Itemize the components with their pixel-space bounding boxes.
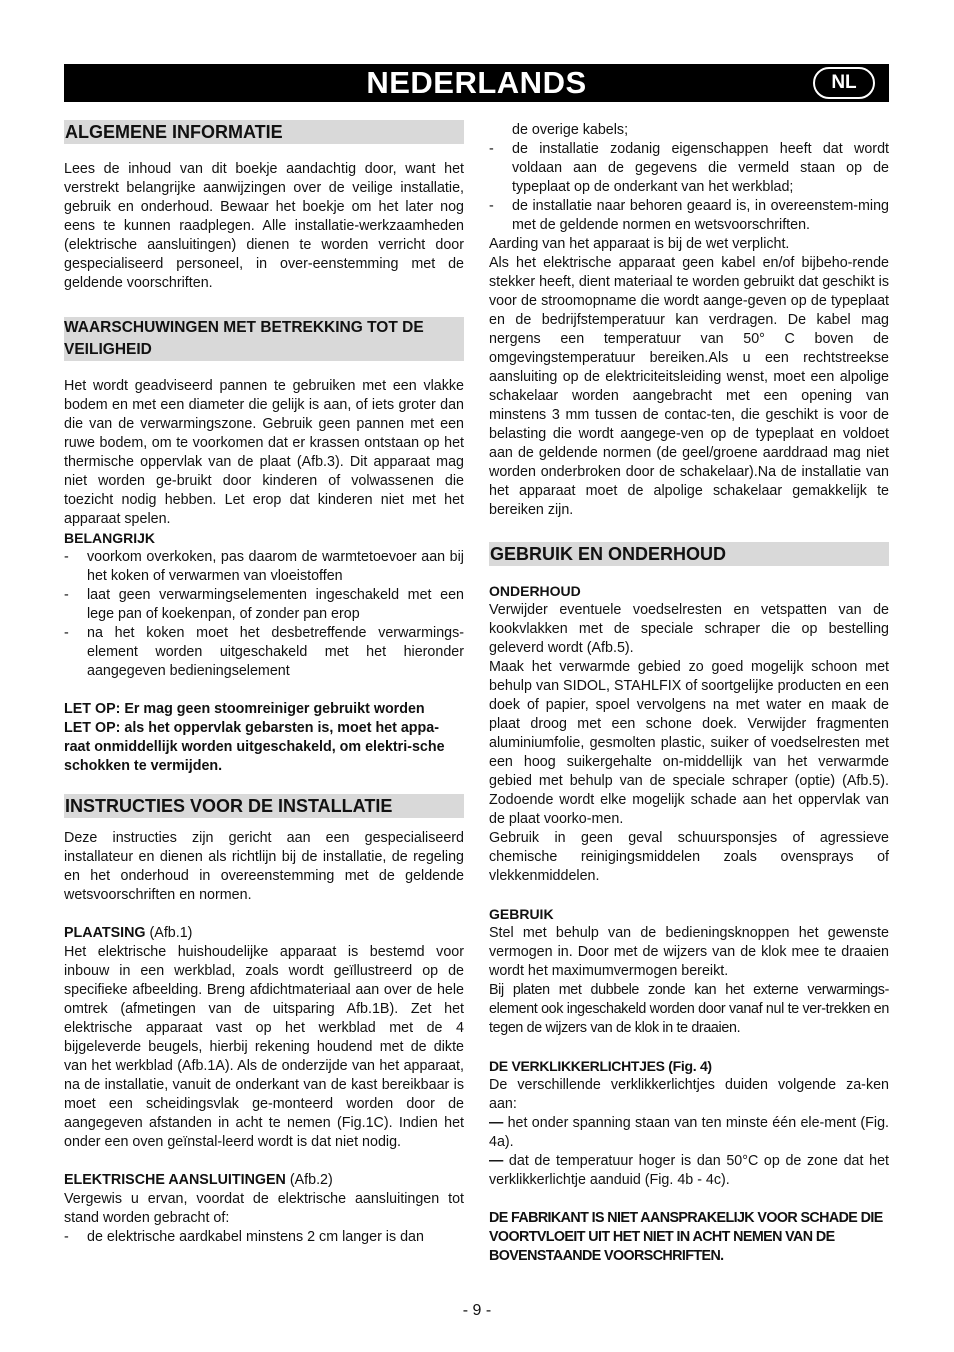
important-heading: BELANGRIJK	[64, 530, 156, 546]
use-heading: GEBRUIK	[489, 906, 554, 922]
list-item: - de elektrische aardkabel minstens 2 cm langer is dan	[64, 1228, 464, 1247]
electrical-ref: (Afb.2)	[285, 1172, 333, 1188]
list-item: - de installatie naar behoren geaard is, in overeenstem-ming met de geldende normen en wetsvoorschriften.	[489, 197, 889, 235]
warning-cracked-surface: LET OP: als het oppervlak gebarsten is, moet het appa-raat onmiddellijk worden uitgeschakeld, om elektri-sche schokken te vermijden.	[64, 720, 445, 774]
indicator-lights-text: De verschillende verklikkerlichtjes duiden volgende za-ken aan:	[489, 1077, 889, 1112]
list-item: - na het koken moet het desbetreffende verwarmings-element worden uitgeschakeld met het hieronder aangegeven bedieningselement	[64, 624, 464, 681]
list-item: - laat geen verwarmingselementen ingeschakeld met een lege pan of koekenpan, of zonder pan erop	[64, 586, 464, 624]
maintenance-text-1: Verwijder eventuele voedselresten en vetspatten van de kookvlakken met de speciale schraper die op bestelling geleverd wordt (Afb.5).	[489, 602, 889, 656]
use-text-2: Bij platen met dubbele zonde kan het externe verwarmings-element ook ingeschakeld worden door vanaf nul te ver-trekken en tegen de wijzers van de klok in te draaien.	[489, 982, 889, 1036]
installation-intro-text: Deze instructies zijn gericht aan een gespecialiseerd installateur en dienen als richtlijn bij de installatie, de regeling en het onderhoud in overeenstemming met de geldende wetsvoorschriften en normen.	[64, 830, 464, 903]
language-banner	[64, 64, 889, 102]
left-column	[64, 120, 464, 1247]
placement-text: Het elektrische huishoudelijke apparaat is bestemd voor inbouw in een werkblad, zoals wordt geïllustreerd op de specifieke afbeelding. Breng afdichtmateriaal aan over de hele omtrek (afmetingen van de uitsparing Afb.1B). Zet het elektrische apparaat vast op het werkblad met de 4 bijgeleverde beugels, hierbij rekening houdend met de dikte van het werkblad (Afb.1A). Als de onderzijde van het apparaat, na de installatie, vanuit de onderkant van de kast bereikbaar is moet een scheidingsvlak ge-monteerd worden door de aangegeven afstanden in acht te nemen (Fig.1C). Indien het onder een oven geïnstal-leerd wordt is dat niet nodig.	[64, 944, 464, 1150]
section-title-general-info: ALGEMENE INFORMATIE	[64, 120, 464, 144]
electrical-details-text: Als het elektrische apparaat geen kabel en/of bijbeho-rende stekker heeft, dient materiaal te worden gebruikt dat geschikt is voor de stroomopname die wordt aange-geven op de typeplaat en de bedrijfstemperatuur kan verdragen. De kabel mag nergens een temperatuur van 50° C boven de omgevingstemperatuur bereiken.Als u een rechtstreekse aansluiting op de elektriciteitsleiding wenst, moet een alpolige schakelaar worden aangebracht met een opening van minstens 3 mm tussen de contac-ten, die geschikt is voor de belasting die wordt aangege-ven op de typeplaat en voldoet aan de geldende normen (de geel/groene aarddraad mag niet worden onderbroken door de schakelaar).Na de installatie van het apparaat moet de alpolige schakelaar gemakkelijk te bereiken zijn.	[489, 255, 889, 518]
use-text-1: Stel met behulp van de bedieningsknoppen het gewenste vermogen in. Door met de wijzers van de klok mee te draaien wordt het maximumvermogen bereikt.	[489, 925, 889, 979]
electrical-heading	[64, 1171, 464, 1190]
indicator-item-2-text: dat de temperatuur hoger is dan 50°C op de zone dat het verklikkerlichtje aanduid (Fig. 4b - 4c).	[489, 1153, 889, 1188]
general-info-text: Lees de inhoud van dit boekje aandachtig door, want het verstrekt belangrijke aanwijzingen over de veilige installatie, gebruik en onderhoud. Bewaar het boekje om het later nog eens te kunnen raadplegen. Alle installatie-werkzaamheden (elektrische aansluitingen) dienen te worden verricht door gespecialiseerd personeel, in over-eenstemming met de geldende voorschriften.	[64, 161, 464, 291]
maintenance-text-3: Gebruik in geen geval schuursponsjes of agressieve chemische reinigingsmiddelen zoals ovensprays of vlekkenmiddelen.	[489, 830, 889, 884]
language-badge: NL	[813, 67, 875, 99]
indicator-lights-heading: DE VERKLIKKERLICHTJES (Fig. 4)	[489, 1058, 712, 1074]
electrical-text: Vergewis u ervan, voordat de elektrische aansluitingen tot stand worden gebracht of:	[64, 1191, 464, 1226]
electrical-list	[489, 140, 889, 235]
list-item: - de installatie zodanig eigenschappen heeft dat wordt voldaan aan de gegevens die vermeld staan op de typeplaat op de onderkant van het werkblad;	[489, 140, 889, 197]
important-list	[64, 548, 464, 681]
indicator-item-2	[489, 1152, 889, 1190]
electrical-list-continuation: de overige kabels;	[512, 122, 629, 138]
electrical-label: ELEKTRISCHE AANSLUITINGEN	[64, 1172, 286, 1188]
placement-label: PLAATSING	[64, 925, 146, 941]
indicator-item-1	[489, 1114, 889, 1152]
list-item: - voorkom overkoken, pas daarom de warmtetoevoer aan bij het koken of verwarmen van vloeistoffen	[64, 548, 464, 586]
maintenance-text-2: Maak het verwarmde gebied zo goed mogelijk schoon met behulp van SIDOL, STAHLFIX of soortgelijke producten en een doek of papier, spoel vervolgens na met water en maak de plaat droog met een schone doek. Verwijder fragmenten aluminiumfolie, gesmolten plastic, suiker of voedselresten met een hoog suikergehalte on-middellijk van het verwarmde gebied met behulp van de speciale schraper (optie) (Afb.5). Zodoende wordt elke mogelijk schade aan het oppervlak van de plaat voorko-men.	[489, 659, 889, 827]
warning-steam-cleaner: LET OP: Er mag geen stoomreiniger gebruikt worden	[64, 701, 425, 717]
safety-text: Het wordt geadviseerd pannen te gebruiken met een vlakke bodem en met een diameter die gelijk is aan, of iets groter dan die van de verwarmingszone. Gebruik geen pannen met een ruwe bodem, om te voorkomen dat er krassen ontstaan op het thermische oppervlak van de plaat (Afb.3). Dit apparaat mag niet worden ge-bruikt door kinderen of volwassenen die toezicht nodig hebben. Let erop dat kinderen niet met het apparaat spelen.	[64, 378, 464, 527]
dash-mark: —	[489, 1115, 504, 1131]
page-number: - 9 -	[462, 1302, 492, 1319]
placement-ref: (Afb.1)	[145, 925, 193, 941]
indicator-item-1-text: het onder spanning staan van ten minste één ele-ment (Fig. 4a).	[489, 1115, 889, 1150]
banner-title: NEDERLANDS	[366, 65, 587, 100]
section-title-installation: INSTRUCTIES VOOR DE INSTALLATIE	[64, 794, 464, 818]
grounding-text: Aarding van het apparaat is bij de wet verplicht.	[489, 236, 790, 252]
section-title-use-maintenance: GEBRUIK EN ONDERHOUD	[489, 542, 889, 566]
electrical-list-start	[64, 1228, 464, 1247]
maintenance-heading: ONDERHOUD	[489, 583, 581, 599]
right-column	[489, 121, 889, 1266]
section-title-safety-warnings: WAARSCHUWINGEN MET BETREKKING TOT DE VEILIGHEID	[64, 317, 464, 361]
dash-mark: —	[489, 1153, 504, 1169]
manufacturer-disclaimer: DE FABRIKANT IS NIET AANSPRAKELIJK VOOR SCHADE DIE VOORTVLOEIT UIT HET NIET IN ACHT NEMEN VAN DE BOVENSTAANDE VOORSCHRIFTEN.	[489, 1210, 883, 1264]
placement-heading	[64, 924, 464, 943]
